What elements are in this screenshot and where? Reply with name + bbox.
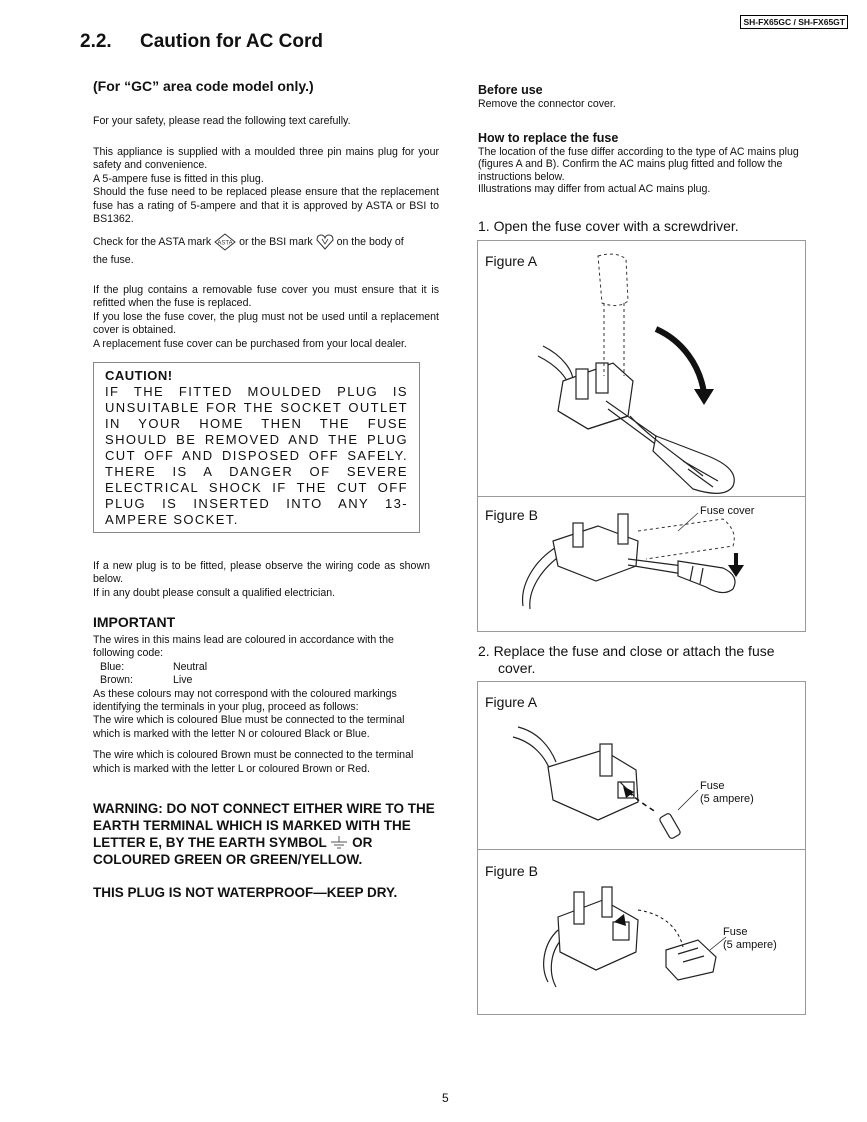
intro-paragraph: For your safety, please read the following text carefully. — [93, 115, 351, 127]
figure-a-label: Figure A — [485, 694, 538, 710]
warning-text: WARNING: DO NOT CONNECT EITHER WIRE TO THE EARTH TERMINAL WHICH IS MARKED WITH THE LETTER E, BY THE EARTH SYMBOL — [93, 801, 435, 850]
svg-text:ASTA: ASTA — [217, 240, 233, 247]
figure-b-label: Figure B — [485, 507, 538, 523]
bsi-kitemark-icon — [316, 234, 334, 250]
important-text: The wire which is coloured Blue must be connected to the terminal which is marked with the letter N or coloured Black or Blue. — [93, 714, 405, 740]
new-plug-block — [93, 560, 430, 600]
fuse-cover-line: If the plug contains a removable fuse cover you must ensure that it is refitted when the fuse is replaced. — [93, 284, 439, 310]
open-cover-figure-box — [477, 240, 806, 632]
before-use-text: Remove the connector cover. — [478, 98, 616, 110]
area-heading-text: (For “GC” area code model only.) — [93, 78, 314, 94]
fuse-cover-callout: Fuse cover — [700, 505, 755, 517]
new-plug-line: If in any doubt please consult a qualified electrician. — [93, 586, 336, 599]
replace-fuse-figure-box — [477, 681, 806, 1015]
important-text: The wire which is coloured Brown must be connected to the terminal which is marked with the letter L or coloured Brown or Red. — [93, 749, 414, 775]
warning-block — [93, 800, 438, 868]
wire-code-row — [93, 674, 433, 687]
before-use-block — [478, 83, 808, 110]
step-2-text: cover. — [498, 660, 536, 676]
important-text: The wires in this mains lead are coloured in accordance with the following code: — [93, 634, 394, 660]
asta-mark-icon — [214, 233, 236, 251]
check-text: on the body of — [336, 236, 404, 248]
wire-value: Live — [173, 674, 193, 687]
fuse-label: Fuse — [723, 926, 748, 938]
warning-text: OR COLOURED GREEN OR GREEN/YELLOW. — [93, 835, 373, 867]
step-1-text: 1. Open the fuse cover with a screwdriver. — [478, 218, 739, 234]
section-number: 2.2. — [80, 31, 112, 52]
waterproof-warning — [93, 884, 439, 901]
wire-label: Blue: — [100, 660, 125, 673]
fuse-rating-label: (5 ampere) — [723, 939, 777, 951]
replace-fuse-text: Illustrations may differ from actual AC mains plug. — [478, 183, 711, 196]
before-use-heading: Before use — [478, 83, 543, 97]
fuse-info-line: This appliance is supplied with a moulded three pin mains plug for your safety and convenience. — [93, 146, 439, 172]
figure-b-label: Figure B — [485, 863, 538, 879]
wire-value: Neutral — [173, 660, 208, 673]
model-tag: SH-FX65GC / SH-FX65GT — [740, 15, 848, 29]
important-block — [93, 634, 433, 776]
important-heading-text: IMPORTANT — [93, 614, 176, 630]
section-title-text: Caution for AC Cord — [140, 31, 323, 52]
caution-box — [93, 362, 420, 533]
caution-title: CAUTION! — [105, 368, 173, 383]
waterproof-text: THIS PLUG IS NOT WATERPROOF—KEEP DRY. — [93, 885, 398, 900]
fuse-info-line: A 5-ampere fuse is fitted in this plug. — [93, 172, 264, 185]
fuse-info-line: Should the fuse need to be replaced please ensure that the replacement fuse has a rating of 5-ampere and that it is approved by ASTA or BSI to BS1362. — [93, 186, 439, 226]
check-text: the fuse. — [93, 254, 134, 267]
fuse-cover-block — [93, 284, 439, 351]
important-text: As these colours may not correspond with the coloured markings identifying the terminals in your plug, proceed as follows: — [93, 687, 397, 714]
earth-symbol-icon — [330, 836, 348, 850]
area-heading — [93, 80, 439, 95]
section-title — [80, 31, 323, 53]
new-plug-line: If a new plug is to be fitted, please observe the wiring code as shown below. — [93, 560, 430, 586]
page-number: 5 — [442, 1091, 449, 1105]
replace-fuse-block — [478, 131, 808, 196]
caution-text: IF THE FITTED MOULDED PLUG IS UNSUITABLE FOR THE SOCKET OUTLET IN YOUR HOME THEN THE FUSE SHOULD BE REMOVED AND THE PLUG CUT OFF AND DISPOSED OFF SAFELY. THERE IS A DANGER OF SEVERE ELECTRICAL SHOCK IF THE CUT OFF PLUG IS INSERTED INTO ANY 13-AMPERE SOCKET. — [105, 384, 408, 527]
check-text: Check for the ASTA mark — [93, 236, 212, 248]
intro-text — [93, 115, 439, 128]
check-text: or the BSI mark — [239, 236, 313, 248]
step-2-text: 2. Replace the fuse and close or attach the fuse — [478, 643, 775, 659]
step-2 — [478, 643, 808, 677]
wire-label: Brown: — [100, 674, 133, 687]
fuse-cover-line: If you lose the fuse cover, the plug must not be used until a replacement cover is obtained. — [93, 310, 439, 337]
open-cover-illustration — [478, 241, 805, 631]
replace-fuse-heading: How to replace the fuse — [478, 131, 619, 145]
figure-a-label: Figure A — [485, 253, 538, 269]
fuse-cover-line: A replacement fuse cover can be purchased from your local dealer. — [93, 337, 407, 350]
replace-fuse-illustration — [478, 682, 805, 1014]
fuse-label: Fuse — [700, 780, 725, 792]
wire-code-row — [93, 661, 433, 674]
important-heading — [93, 616, 439, 631]
step-1 — [478, 218, 808, 235]
replace-fuse-text: The location of the fuse differ according to the type of AC mains plug (figures A and B). Confirm the AC mains plug fitted and follow the instructions below. — [478, 146, 799, 183]
fuse-info-block — [93, 146, 439, 226]
fuse-rating-label: (5 ampere) — [700, 793, 754, 805]
approval-mark-block — [93, 233, 439, 269]
